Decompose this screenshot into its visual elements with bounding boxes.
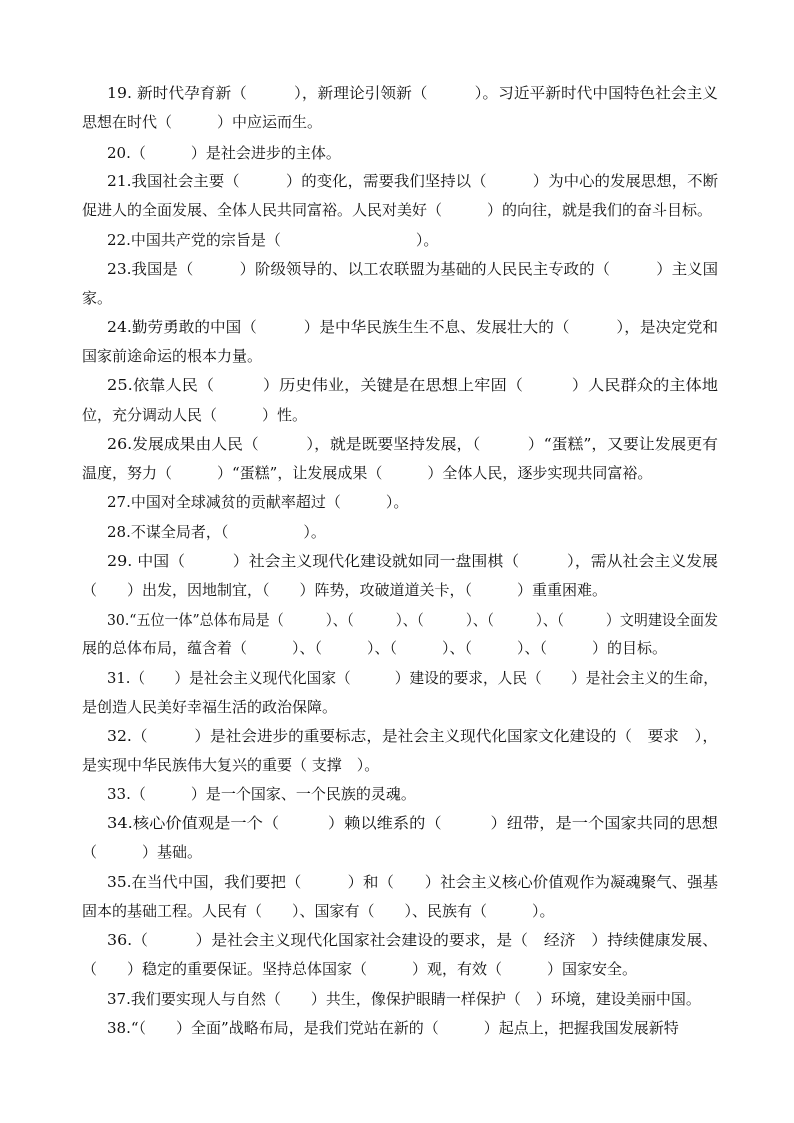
- question-continuation-line: [0, 751, 794, 780]
- question-line: [0, 518, 794, 547]
- question-continuation-line: [0, 284, 794, 313]
- question-line: [0, 547, 794, 576]
- question-line: [0, 313, 794, 342]
- question-text: 30.“五位一体”总体布局是（ ）、（ ）、（ ）、（ ）、（ ）文明建设全面发: [107, 611, 718, 629]
- question-line: [0, 255, 794, 284]
- question-continuation-line: [0, 634, 794, 663]
- question-line: [0, 985, 794, 1014]
- question-text: 家。: [82, 289, 113, 307]
- question-continuation-line: [0, 576, 794, 605]
- question-text: 是实现中华民族伟大复兴的重要（ 支撑 ）。: [82, 756, 380, 774]
- question-text: 38.“（ ）全面”战略布局，是我们党站在新的（ ）起点上，把握我国发展新特: [107, 1019, 679, 1037]
- question-line: [0, 722, 794, 751]
- question-text: 促进人的全面发展、全体人民共同富裕。人民对美好（ ）的向往，就是我们的奋斗目标。: [82, 201, 713, 219]
- question-text: 36.（ ）是社会主义现代化国家社会建设的要求，是（ 经济 ）持续健康发展、: [107, 931, 718, 949]
- question-line: [0, 1014, 794, 1043]
- question-text: 展的总体布局，蕴含着（ ）、（ ）、（ ）、（ ）、（ ）的目标。: [82, 639, 668, 657]
- question-line: [0, 167, 794, 196]
- question-text: 26.发展成果由人民（ ），就是既要坚持发展，（ ）“蛋糕”，又要让发展更有: [107, 435, 718, 453]
- question-text: 27.中国对全球减贫的贡献率超过（ ）。: [107, 493, 409, 511]
- question-text: 位，充分调动人民（ ）性。: [82, 406, 308, 424]
- question-text: 31.（ ）是社会主义现代化国家（ ）建设的要求，人民（ ）是社会主义的生命，: [107, 669, 718, 687]
- question-text: 33.（ ）是一个国家、一个民族的灵魂。: [107, 785, 416, 803]
- question-text: 35.在当代中国，我们要把（ ）和（ ）社会主义核心价值观作为凝魂聚气、强基: [107, 873, 718, 891]
- question-continuation-line: [0, 108, 794, 137]
- question-text: 国家前途命运的根本力量。: [82, 347, 263, 365]
- question-continuation-line: [0, 401, 794, 430]
- question-line: [0, 780, 794, 809]
- question-text: 29. 中国（ ）社会主义现代化建设就如同一盘围棋（ ），需从社会主义发展: [107, 552, 719, 570]
- question-line: [0, 79, 794, 108]
- question-continuation-line: [0, 196, 794, 225]
- question-line: [0, 226, 794, 255]
- question-text: 28.不谋全局者，（ ）。: [107, 523, 326, 541]
- question-continuation-line: [0, 838, 794, 867]
- question-text: 19. 新时代孕育新（ ），新理论引领新（ ）。习近平新时代中国特色社会主义: [107, 84, 719, 102]
- question-text: 思想在时代（ ）中应运而生。: [82, 113, 323, 131]
- question-continuation-line: [0, 342, 794, 371]
- question-text: 20.（ ）是社会进步的主体。: [107, 144, 341, 162]
- question-line: [0, 488, 794, 517]
- question-text: 24.勤劳勇敢的中国（ ）是中华民族生生不息、发展壮大的（ ），是决定党和: [107, 318, 718, 336]
- question-text: （ ）基础。: [82, 843, 203, 861]
- question-line: [0, 371, 794, 400]
- question-text: 温度，努力（ ）“蛋糕”，让发展成果（ ）全体人民，逐步实现共同富裕。: [82, 464, 653, 482]
- question-continuation-line: [0, 897, 794, 926]
- question-text: 37.我们要实现人与自然（ ）共生，像保护眼睛一样保护（ ）环境，建设美丽中国。: [107, 990, 701, 1008]
- question-text: 22.中国共产党的宗旨是（ ）。: [107, 231, 439, 249]
- question-continuation-line: [0, 693, 794, 722]
- question-text: 是创造人民美好幸福生活的政治保障。: [82, 698, 338, 716]
- question-line: [0, 664, 794, 693]
- question-line: [0, 606, 794, 635]
- question-text: 25.依靠人民（ ）历史伟业，关键是在思想上牢固（ ）人民群众的主体地: [107, 376, 718, 394]
- question-continuation-line: [0, 955, 794, 984]
- question-text: 34.核心价值观是一个（ ）赖以维系的（ ）纽带，是一个国家共同的思想: [107, 814, 718, 832]
- question-text: 固本的基础工程。人民有（ ）、国家有（ ）、民族有（ ）。: [82, 902, 555, 920]
- question-text: 32.（ ）是社会进步的重要标志，是社会主义现代化国家文化建设的（ 要求 ），: [107, 727, 718, 745]
- question-line: [0, 809, 794, 838]
- question-text: （ ）稳定的重要保证。坚持总体国家（ ）观，有效（ ）国家安全。: [82, 960, 638, 978]
- question-continuation-line: [0, 459, 794, 488]
- question-line: [0, 926, 794, 955]
- question-line: [0, 868, 794, 897]
- question-line: [0, 139, 794, 168]
- question-text: 21.我国社会主要（ ）的变化，需要我们坚持以（ ）为中心的发展思想，不断: [107, 172, 718, 190]
- question-text: （ ）出发，因地制宜，（ ）阵势，攻破道道关卡，（ ）重重困难。: [82, 581, 608, 599]
- question-text: 23.我国是（ ）阶级领导的、以工农联盟为基础的人民民主专政的（ ）主义国: [107, 260, 718, 278]
- question-line: [0, 430, 794, 459]
